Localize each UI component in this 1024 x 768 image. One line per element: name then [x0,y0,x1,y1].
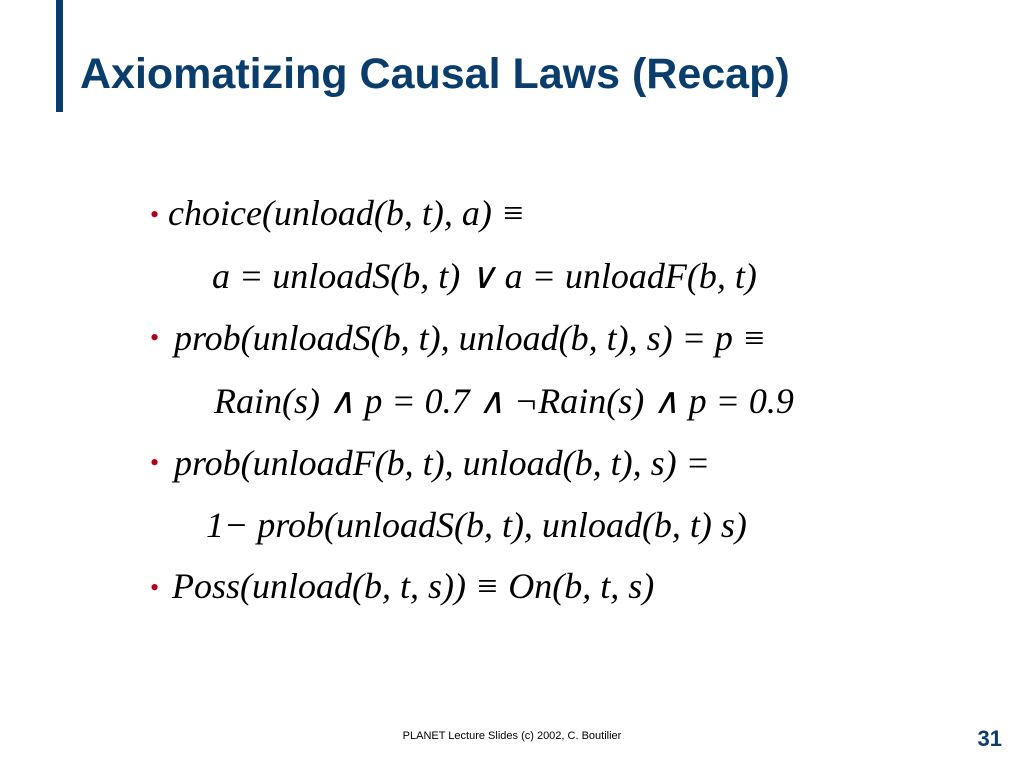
formula-line: Rain(s) ∧ p = 0.7 ∧ ¬Rain(s) ∧ p = 0.9 [214,381,794,421]
page-number: 31 [977,726,1002,751]
slide-footer: PLANET Lecture Slides (c) 2002, C. Boutilier [402,730,622,742]
bullet-marker: • [150,200,160,229]
bullet-marker: • [150,573,160,602]
bullet-marker: • [150,448,160,477]
slide-title: Axiomatizing Causal Laws (Recap) [80,50,790,98]
formula-line: a = unloadS(b, t) ∨ a = unloadF(b, t) [212,256,757,296]
formula-line: choice(unload(b, t), a) ≡ [168,193,526,233]
formula-line: Poss(unload(b, t, s)) ≡ On(b, t, s) [172,566,655,606]
formula-line: prob(unloadS(b, t), unload(b, t), s) = p ≡ [174,318,767,358]
formula-line: prob(unloadF(b, t), unload(b, t), s) = [174,443,710,483]
formula-line: 1− prob(unloadS(b, t), unload(b, t) s) [206,505,747,545]
bullet-marker: • [150,323,160,352]
